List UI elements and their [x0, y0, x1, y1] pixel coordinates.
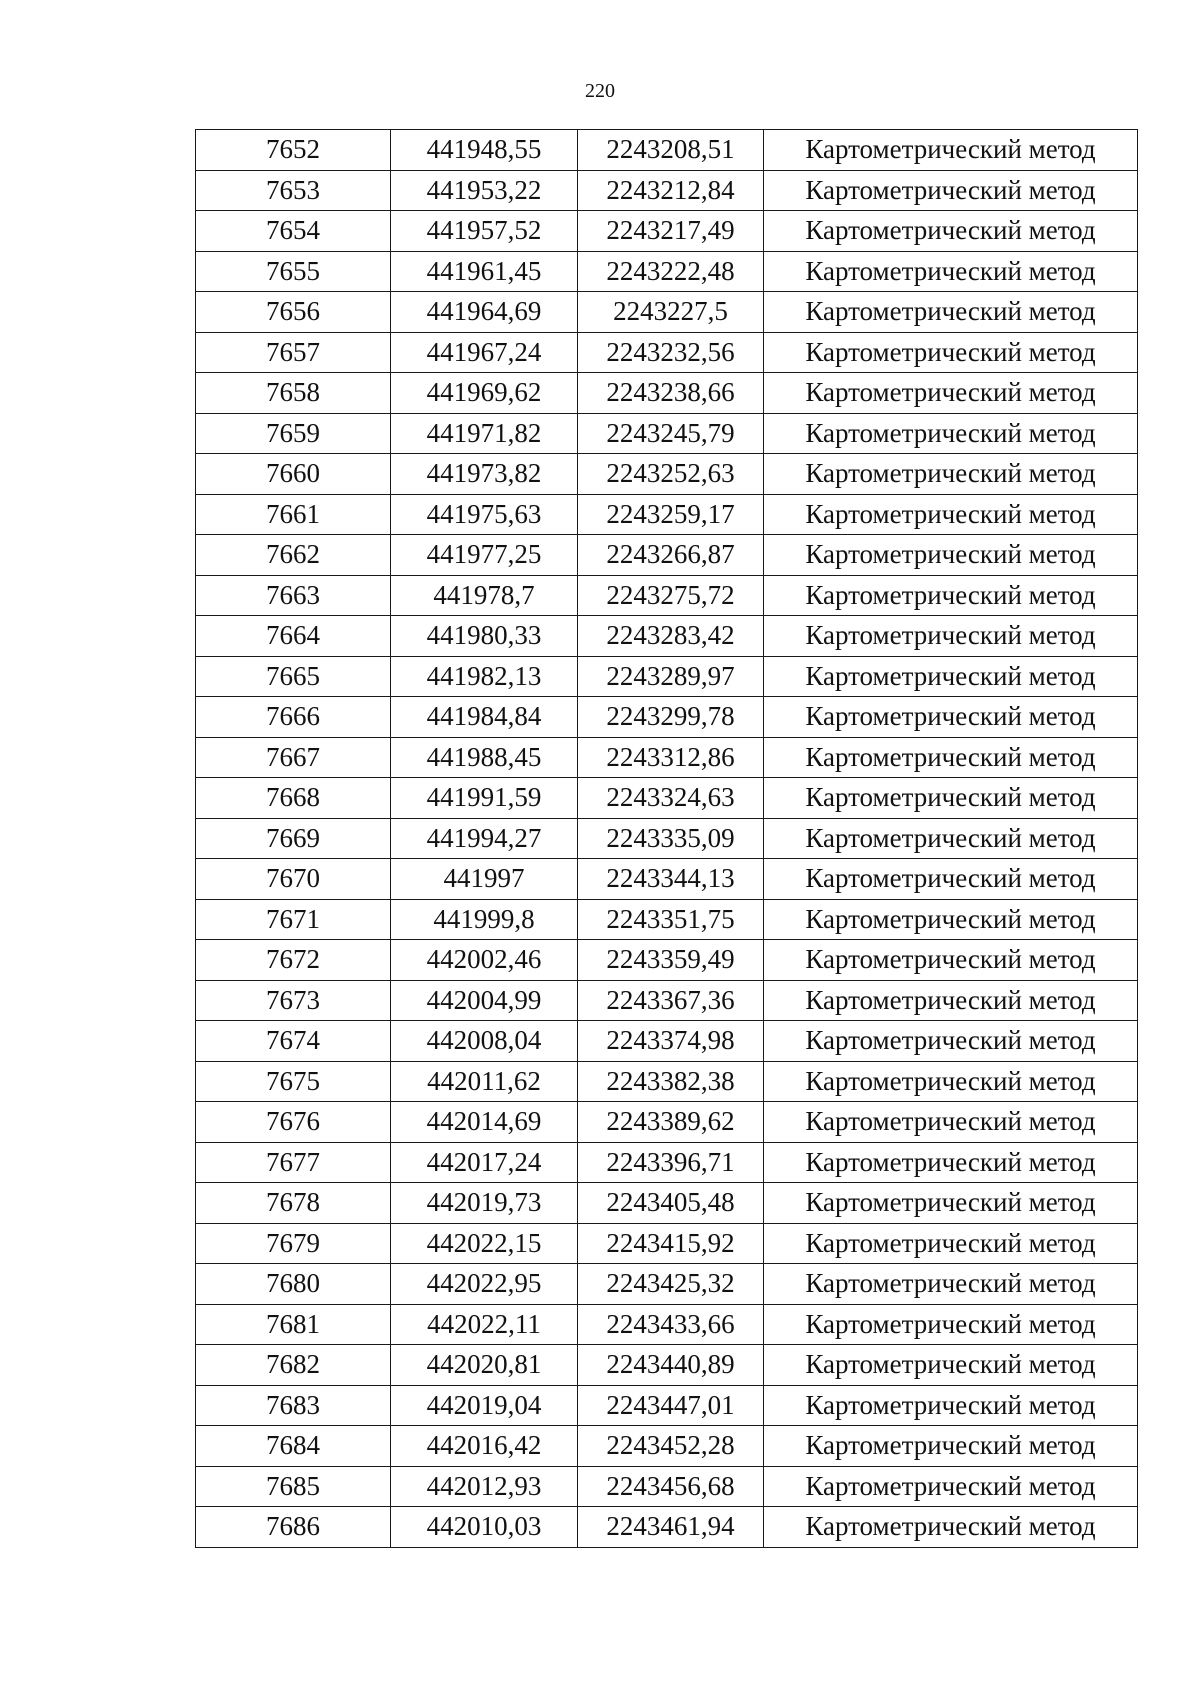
y-coordinate-cell: 2243245,79 — [578, 413, 764, 454]
point-number-cell: 7658 — [196, 373, 391, 414]
point-number-cell: 7667 — [196, 737, 391, 778]
point-number-cell: 7660 — [196, 454, 391, 495]
point-number-cell: 7661 — [196, 494, 391, 535]
method-cell: Картометрический метод — [764, 535, 1138, 576]
y-coordinate-cell: 2243461,94 — [578, 1507, 764, 1548]
x-coordinate-cell: 441961,45 — [391, 251, 578, 292]
x-coordinate-cell: 442019,73 — [391, 1183, 578, 1224]
x-coordinate-cell: 442011,62 — [391, 1061, 578, 1102]
method-cell: Картометрический метод — [764, 1466, 1138, 1507]
table-row — [196, 1345, 1138, 1386]
table-row — [196, 778, 1138, 819]
x-coordinate-cell: 442019,04 — [391, 1385, 578, 1426]
y-coordinate-cell: 2243266,87 — [578, 535, 764, 576]
y-coordinate-cell: 2243289,97 — [578, 656, 764, 697]
x-coordinate-cell: 441997 — [391, 859, 578, 900]
y-coordinate-cell: 2243312,86 — [578, 737, 764, 778]
x-coordinate-cell: 442014,69 — [391, 1102, 578, 1143]
point-number-cell: 7657 — [196, 332, 391, 373]
point-number-cell: 7656 — [196, 292, 391, 333]
x-coordinate-cell: 442020,81 — [391, 1345, 578, 1386]
x-coordinate-cell: 441948,55 — [391, 130, 578, 171]
x-coordinate-cell: 442022,11 — [391, 1304, 578, 1345]
point-number-cell: 7672 — [196, 940, 391, 981]
y-coordinate-cell: 2243212,84 — [578, 170, 764, 211]
point-number-cell: 7684 — [196, 1426, 391, 1467]
method-cell: Картометрический метод — [764, 170, 1138, 211]
table-row — [196, 1183, 1138, 1224]
y-coordinate-cell: 2243222,48 — [578, 251, 764, 292]
point-number-cell: 7652 — [196, 130, 391, 171]
x-coordinate-cell: 441978,7 — [391, 575, 578, 616]
point-number-cell: 7673 — [196, 980, 391, 1021]
x-coordinate-cell: 441977,25 — [391, 535, 578, 576]
method-cell: Картометрический метод — [764, 211, 1138, 252]
method-cell: Картометрический метод — [764, 616, 1138, 657]
method-cell: Картометрический метод — [764, 373, 1138, 414]
y-coordinate-cell: 2243299,78 — [578, 697, 764, 738]
table-row — [196, 413, 1138, 454]
point-number-cell: 7677 — [196, 1142, 391, 1183]
y-coordinate-cell: 2243456,68 — [578, 1466, 764, 1507]
y-coordinate-cell: 2243283,42 — [578, 616, 764, 657]
method-cell: Картометрический метод — [764, 940, 1138, 981]
table-row — [196, 1507, 1138, 1548]
method-cell: Картометрический метод — [764, 697, 1138, 738]
y-coordinate-cell: 2243217,49 — [578, 211, 764, 252]
y-coordinate-cell: 2243382,38 — [578, 1061, 764, 1102]
point-number-cell: 7680 — [196, 1264, 391, 1305]
x-coordinate-cell: 441973,82 — [391, 454, 578, 495]
x-coordinate-cell: 442008,04 — [391, 1021, 578, 1062]
point-number-cell: 7662 — [196, 535, 391, 576]
table-row — [196, 454, 1138, 495]
method-cell: Картометрический метод — [764, 980, 1138, 1021]
x-coordinate-cell: 441967,24 — [391, 332, 578, 373]
point-number-cell: 7685 — [196, 1466, 391, 1507]
method-cell: Картометрический метод — [764, 332, 1138, 373]
point-number-cell: 7679 — [196, 1223, 391, 1264]
method-cell: Картометрический метод — [764, 1102, 1138, 1143]
table-row — [196, 535, 1138, 576]
table-row — [196, 737, 1138, 778]
method-cell: Картометрический метод — [764, 292, 1138, 333]
x-coordinate-cell: 442002,46 — [391, 940, 578, 981]
x-coordinate-cell: 441991,59 — [391, 778, 578, 819]
y-coordinate-cell: 2243232,56 — [578, 332, 764, 373]
x-coordinate-cell: 441980,33 — [391, 616, 578, 657]
table-row — [196, 859, 1138, 900]
table-row — [196, 130, 1138, 171]
table-row — [196, 1385, 1138, 1426]
x-coordinate-cell: 441957,52 — [391, 211, 578, 252]
x-coordinate-cell: 441988,45 — [391, 737, 578, 778]
point-number-cell: 7671 — [196, 899, 391, 940]
y-coordinate-cell: 2243208,51 — [578, 130, 764, 171]
y-coordinate-cell: 2243405,48 — [578, 1183, 764, 1224]
table-row — [196, 575, 1138, 616]
y-coordinate-cell: 2243324,63 — [578, 778, 764, 819]
point-number-cell: 7664 — [196, 616, 391, 657]
y-coordinate-cell: 2243335,09 — [578, 818, 764, 859]
table-row — [196, 1426, 1138, 1467]
y-coordinate-cell: 2243259,17 — [578, 494, 764, 535]
table-row — [196, 940, 1138, 981]
table-row — [196, 1466, 1138, 1507]
x-coordinate-cell: 441984,84 — [391, 697, 578, 738]
table-row — [196, 292, 1138, 333]
method-cell: Картометрический метод — [764, 454, 1138, 495]
y-coordinate-cell: 2243447,01 — [578, 1385, 764, 1426]
table-row — [196, 332, 1138, 373]
table-row — [196, 616, 1138, 657]
x-coordinate-cell: 442010,03 — [391, 1507, 578, 1548]
method-cell: Картометрический метод — [764, 1304, 1138, 1345]
method-cell: Картометрический метод — [764, 1223, 1138, 1264]
point-number-cell: 7659 — [196, 413, 391, 454]
y-coordinate-cell: 2243351,75 — [578, 899, 764, 940]
method-cell: Картометрический метод — [764, 778, 1138, 819]
method-cell: Картометрический метод — [764, 1183, 1138, 1224]
y-coordinate-cell: 2243367,36 — [578, 980, 764, 1021]
table-row — [196, 818, 1138, 859]
x-coordinate-cell: 442012,93 — [391, 1466, 578, 1507]
method-cell: Картометрический метод — [764, 1264, 1138, 1305]
y-coordinate-cell: 2243389,62 — [578, 1102, 764, 1143]
table-row — [196, 251, 1138, 292]
method-cell: Картометрический метод — [764, 818, 1138, 859]
x-coordinate-cell: 441975,63 — [391, 494, 578, 535]
method-cell: Картометрический метод — [764, 1385, 1138, 1426]
x-coordinate-cell: 441971,82 — [391, 413, 578, 454]
point-number-cell: 7668 — [196, 778, 391, 819]
method-cell: Картометрический метод — [764, 899, 1138, 940]
x-coordinate-cell: 441994,27 — [391, 818, 578, 859]
y-coordinate-cell: 2243440,89 — [578, 1345, 764, 1386]
x-coordinate-cell: 442017,24 — [391, 1142, 578, 1183]
table-row — [196, 211, 1138, 252]
method-cell: Картометрический метод — [764, 575, 1138, 616]
y-coordinate-cell: 2243415,92 — [578, 1223, 764, 1264]
method-cell: Картометрический метод — [764, 1142, 1138, 1183]
point-number-cell: 7665 — [196, 656, 391, 697]
x-coordinate-cell: 441969,62 — [391, 373, 578, 414]
method-cell: Картометрический метод — [764, 1061, 1138, 1102]
y-coordinate-cell: 2243238,66 — [578, 373, 764, 414]
table-row — [196, 170, 1138, 211]
method-cell: Картометрический метод — [764, 656, 1138, 697]
y-coordinate-cell: 2243252,63 — [578, 454, 764, 495]
point-number-cell: 7682 — [196, 1345, 391, 1386]
y-coordinate-cell: 2243396,71 — [578, 1142, 764, 1183]
y-coordinate-cell: 2243344,13 — [578, 859, 764, 900]
point-number-cell: 7666 — [196, 697, 391, 738]
method-cell: Картометрический метод — [764, 1021, 1138, 1062]
y-coordinate-cell: 2243425,32 — [578, 1264, 764, 1305]
x-coordinate-cell: 442016,42 — [391, 1426, 578, 1467]
table-row — [196, 1061, 1138, 1102]
table-row — [196, 1142, 1138, 1183]
point-number-cell: 7686 — [196, 1507, 391, 1548]
point-number-cell: 7683 — [196, 1385, 391, 1426]
point-number-cell: 7654 — [196, 211, 391, 252]
point-number-cell: 7669 — [196, 818, 391, 859]
method-cell: Картометрический метод — [764, 413, 1138, 454]
x-coordinate-cell: 442022,15 — [391, 1223, 578, 1264]
table-row — [196, 697, 1138, 738]
table-row — [196, 899, 1138, 940]
point-number-cell: 7653 — [196, 170, 391, 211]
table-row — [196, 1021, 1138, 1062]
method-cell: Картометрический метод — [764, 737, 1138, 778]
point-number-cell: 7663 — [196, 575, 391, 616]
table-row — [196, 373, 1138, 414]
coordinates-table-body — [196, 130, 1138, 1548]
y-coordinate-cell: 2243433,66 — [578, 1304, 764, 1345]
point-number-cell: 7655 — [196, 251, 391, 292]
y-coordinate-cell: 2243374,98 — [578, 1021, 764, 1062]
table-row — [196, 494, 1138, 535]
point-number-cell: 7676 — [196, 1102, 391, 1143]
table-row — [196, 1102, 1138, 1143]
point-number-cell: 7674 — [196, 1021, 391, 1062]
method-cell: Картометрический метод — [764, 494, 1138, 535]
table-row — [196, 1304, 1138, 1345]
page-number: 220 — [585, 80, 615, 102]
x-coordinate-cell: 441964,69 — [391, 292, 578, 333]
table-row — [196, 1223, 1138, 1264]
point-number-cell: 7675 — [196, 1061, 391, 1102]
point-number-cell: 7681 — [196, 1304, 391, 1345]
x-coordinate-cell: 441953,22 — [391, 170, 578, 211]
y-coordinate-cell: 2243452,28 — [578, 1426, 764, 1467]
method-cell: Картометрический метод — [764, 130, 1138, 171]
table-row — [196, 1264, 1138, 1305]
method-cell: Картометрический метод — [764, 251, 1138, 292]
method-cell: Картометрический метод — [764, 1507, 1138, 1548]
table-row — [196, 656, 1138, 697]
method-cell: Картометрический метод — [764, 1426, 1138, 1467]
method-cell: Картометрический метод — [764, 859, 1138, 900]
x-coordinate-cell: 442022,95 — [391, 1264, 578, 1305]
x-coordinate-cell: 442004,99 — [391, 980, 578, 1021]
point-number-cell: 7678 — [196, 1183, 391, 1224]
table-row — [196, 980, 1138, 1021]
point-number-cell: 7670 — [196, 859, 391, 900]
x-coordinate-cell: 441982,13 — [391, 656, 578, 697]
y-coordinate-cell: 2243275,72 — [578, 575, 764, 616]
coordinates-table — [195, 129, 1138, 1548]
x-coordinate-cell: 441999,8 — [391, 899, 578, 940]
y-coordinate-cell: 2243227,5 — [578, 292, 764, 333]
y-coordinate-cell: 2243359,49 — [578, 940, 764, 981]
method-cell: Картометрический метод — [764, 1345, 1138, 1386]
